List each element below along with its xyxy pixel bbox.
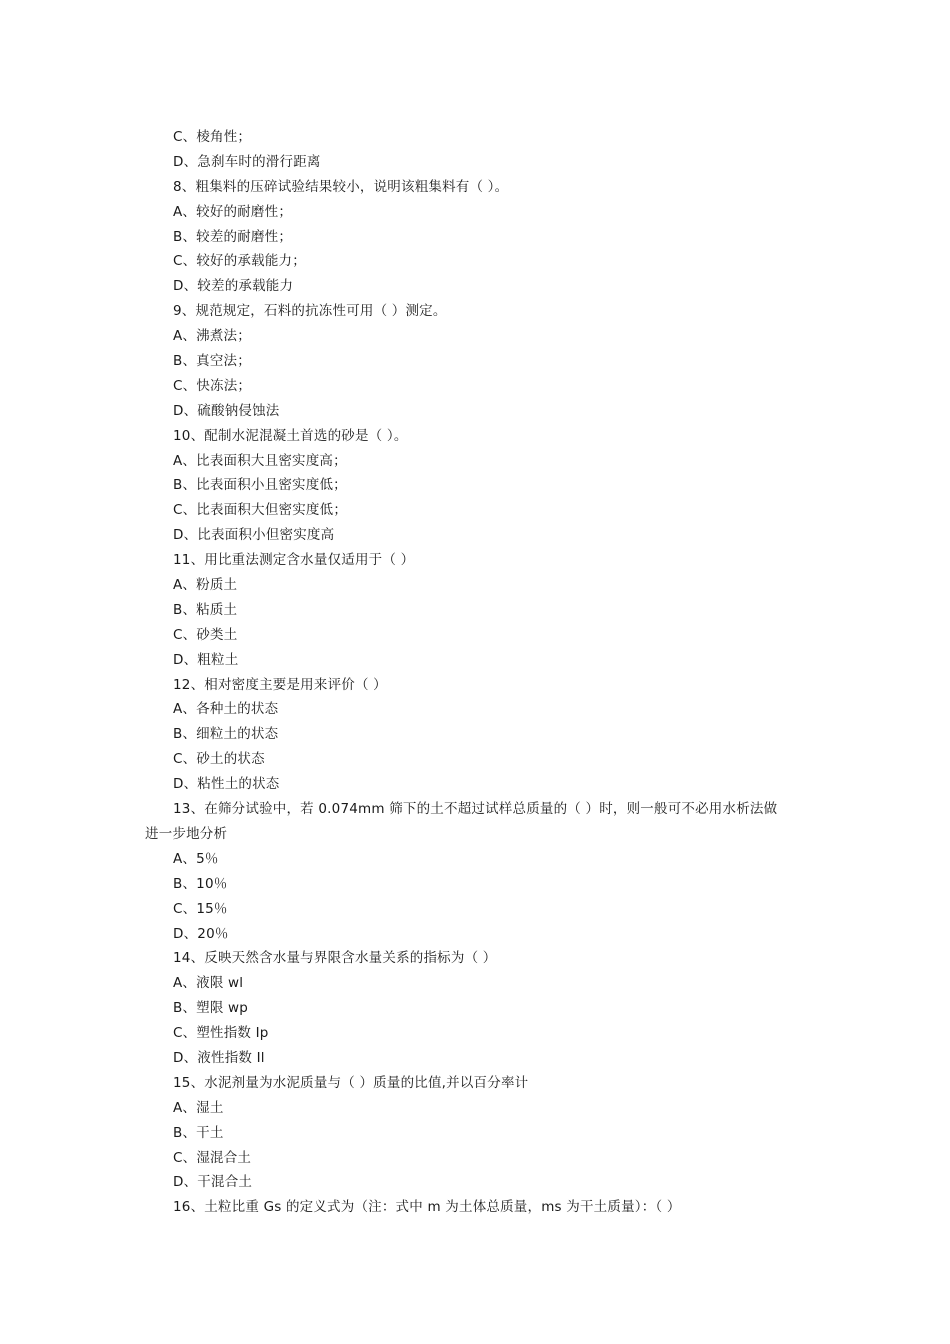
option-line: A、5％ bbox=[173, 850, 219, 867]
question-line: 8、粗集料的压碎试验结果较小，说明该粗集料有（ ）。 bbox=[173, 178, 509, 195]
option-line: C、棱角性； bbox=[173, 129, 252, 145]
option-line: D、20％ bbox=[173, 925, 229, 942]
option-line: C、湿混合土 bbox=[173, 1149, 252, 1166]
option-line: C、快冻法； bbox=[173, 377, 252, 394]
question-line: 9、规范规定，石料的抗冻性可用（ ）测定。 bbox=[173, 303, 447, 320]
question-line: 13、在筛分试验中，若 0.074mm 筛下的土不超过试样总质量的（ ）时，则一般可不必用水析法做 bbox=[173, 801, 778, 818]
option-line: D、较差的承载能力 bbox=[173, 278, 294, 295]
option-line: A、沸煮法； bbox=[173, 328, 251, 345]
option-line: B、细粒土的状态 bbox=[173, 726, 279, 743]
question-line: 15、水泥剂量为水泥质量与（ ）质量的比值,并以百分率计 bbox=[173, 1074, 529, 1091]
option-line: C、砂土的状态 bbox=[173, 751, 265, 768]
question-line: 14、反映天然含水量与界限含水量关系的指标为（ ） bbox=[173, 950, 497, 967]
option-line: D、硫酸钠侵蚀法 bbox=[173, 402, 280, 419]
question-continuation-line: 进一步地分析 bbox=[145, 825, 228, 842]
option-line: D、干混合土 bbox=[173, 1174, 253, 1191]
option-line: B、真空法； bbox=[173, 353, 251, 370]
question-line: 10、配制水泥混凝土首选的砂是（ ）。 bbox=[173, 427, 408, 444]
question-line: 16、土粒比重 Gs 的定义式为（注：式中 m 为土体总质量，ms 为干土质量）：（ ） bbox=[173, 1199, 681, 1216]
option-line: C、15％ bbox=[173, 900, 228, 917]
option-line: C、较好的承载能力； bbox=[173, 253, 306, 270]
option-line: B、干土 bbox=[173, 1124, 224, 1141]
option-line: C、砂类土 bbox=[173, 626, 238, 643]
option-line: D、粗粒土 bbox=[173, 651, 239, 668]
option-line: B、比表面积小且密实度低； bbox=[173, 477, 347, 494]
option-line: C、比表面积大但密实度低； bbox=[173, 502, 348, 519]
option-line: B、塑限 wp bbox=[173, 1000, 249, 1017]
option-line: A、较好的耐磨性； bbox=[173, 203, 293, 220]
option-line: A、比表面积大且密实度高； bbox=[173, 452, 347, 469]
option-line: D、液性指数 Il bbox=[173, 1049, 265, 1066]
option-line: D、比表面积小但密实度高 bbox=[173, 527, 335, 544]
option-line: C、塑性指数 Ip bbox=[173, 1025, 269, 1042]
document-body bbox=[145, 125, 825, 1220]
option-line: A、湿土 bbox=[173, 1099, 224, 1116]
option-line: B、10％ bbox=[173, 875, 228, 892]
question-line: 11、用比重法测定含水量仅适用于（ ） bbox=[173, 552, 415, 569]
option-line: D、粘性土的状态 bbox=[173, 776, 280, 793]
option-line: B、较差的耐磨性； bbox=[173, 228, 293, 245]
option-line: A、液限 wl bbox=[173, 975, 244, 992]
option-line: B、粘质土 bbox=[173, 601, 238, 618]
question-line: 12、相对密度主要是用来评价（ ） bbox=[173, 676, 387, 693]
option-line: A、粉质土 bbox=[173, 577, 238, 594]
option-line: D、急刹车时的滑行距离 bbox=[173, 153, 321, 170]
option-line: A、各种土的状态 bbox=[173, 701, 279, 718]
